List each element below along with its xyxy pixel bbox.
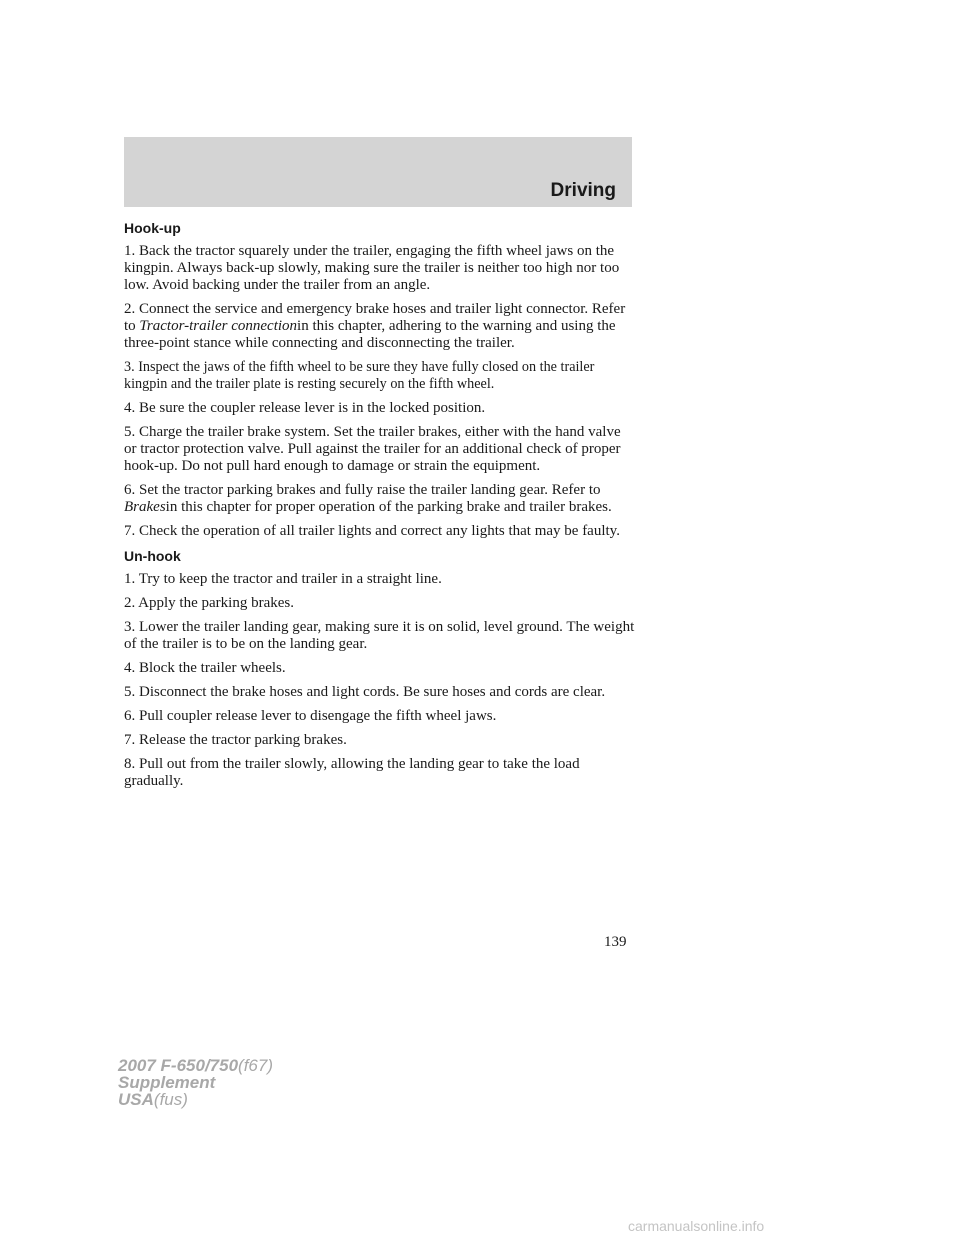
footer-model-line <box>118 1057 273 1074</box>
footer-region-code: (fus) <box>153 1090 188 1109</box>
document-footer <box>118 1057 273 1108</box>
footer-model: 2007 F-650/750 <box>118 1056 239 1075</box>
step-paragraph <box>124 482 636 516</box>
section-title: Driving <box>550 180 616 201</box>
step-paragraph: 7. Check the operation of all trailer lights and correct any lights that may be faulty. <box>124 523 620 539</box>
step-paragraph: 3. Inspect the jaws of the fifth wheel to be sure they have fully closed on the trailer kingpin and the trailer plate is resting securely on the fifth wheel. <box>124 359 595 392</box>
section-heading-un-hook: Un-hook <box>124 548 181 564</box>
page-content <box>124 220 636 797</box>
footer-doc-type-line <box>118 1074 273 1091</box>
footer-doc-type: Supplement <box>118 1073 216 1092</box>
step-text: in this chapter for proper operation of the parking brake and trailer brakes. <box>165 499 612 515</box>
footer-region: USA <box>118 1090 154 1109</box>
step-paragraph: 7. Release the tractor parking brakes. <box>124 732 347 748</box>
page-number: 139 <box>604 934 627 950</box>
step-paragraph: 4. Be sure the coupler release lever is in the locked position. <box>124 400 486 416</box>
step-paragraph: 5. Charge the trailer brake system. Set the trailer brakes, either with the hand valve or tractor protection valve. Pull against the trailer for an additional check of proper hook-up. Do not pull hard enough to damage or strain the equipment. <box>124 424 621 474</box>
section-header-band <box>124 137 632 207</box>
step-paragraph <box>124 301 636 352</box>
footer-region-line <box>118 1091 273 1108</box>
step-paragraph: 3. Lower the trailer landing gear, making sure it is on solid, level ground. The weight of the trailer is to be on the landing gear. <box>124 619 635 652</box>
cross-reference-link: Tractor-trailer connection <box>139 318 298 334</box>
step-text: 6. Set the tractor parking brakes and fully raise the trailer landing gear. Refer to <box>124 482 601 498</box>
section-heading-hook-up: Hook-up <box>124 220 181 236</box>
step-paragraph: 6. Pull coupler release lever to disengage the fifth wheel jaws. <box>124 708 497 724</box>
watermark-text: carmanualsonline.info <box>628 1218 765 1234</box>
step-paragraph: 1. Back the tractor squarely under the trailer, engaging the fifth wheel jaws on the kingpin. Always back-up slowly, making sure the trailer is neither too high nor too low. Avoid backing under the trailer from an angle. <box>124 243 620 293</box>
cross-reference-link: Brakes <box>124 499 166 515</box>
step-text: 2. Connect the service and emergency brake hoses and trailer light connector. Refer to <box>124 301 626 334</box>
step-paragraph: 1. Try to keep the tractor and trailer in a straight line. <box>124 571 442 587</box>
step-text: in this chapter, adhering to the warning and using the three-point stance while connecting and disconnecting the trailer. <box>124 318 616 351</box>
step-paragraph: 5. Disconnect the brake hoses and light cords. Be sure hoses and cords are clear. <box>124 684 606 700</box>
step-paragraph: 4. Block the trailer wheels. <box>124 660 286 676</box>
footer-model-code: (f67) <box>238 1056 274 1075</box>
step-paragraph: 8. Pull out from the trailer slowly, allowing the landing gear to take the load gradually. <box>124 756 580 789</box>
step-paragraph: 2. Apply the parking brakes. <box>124 595 294 611</box>
